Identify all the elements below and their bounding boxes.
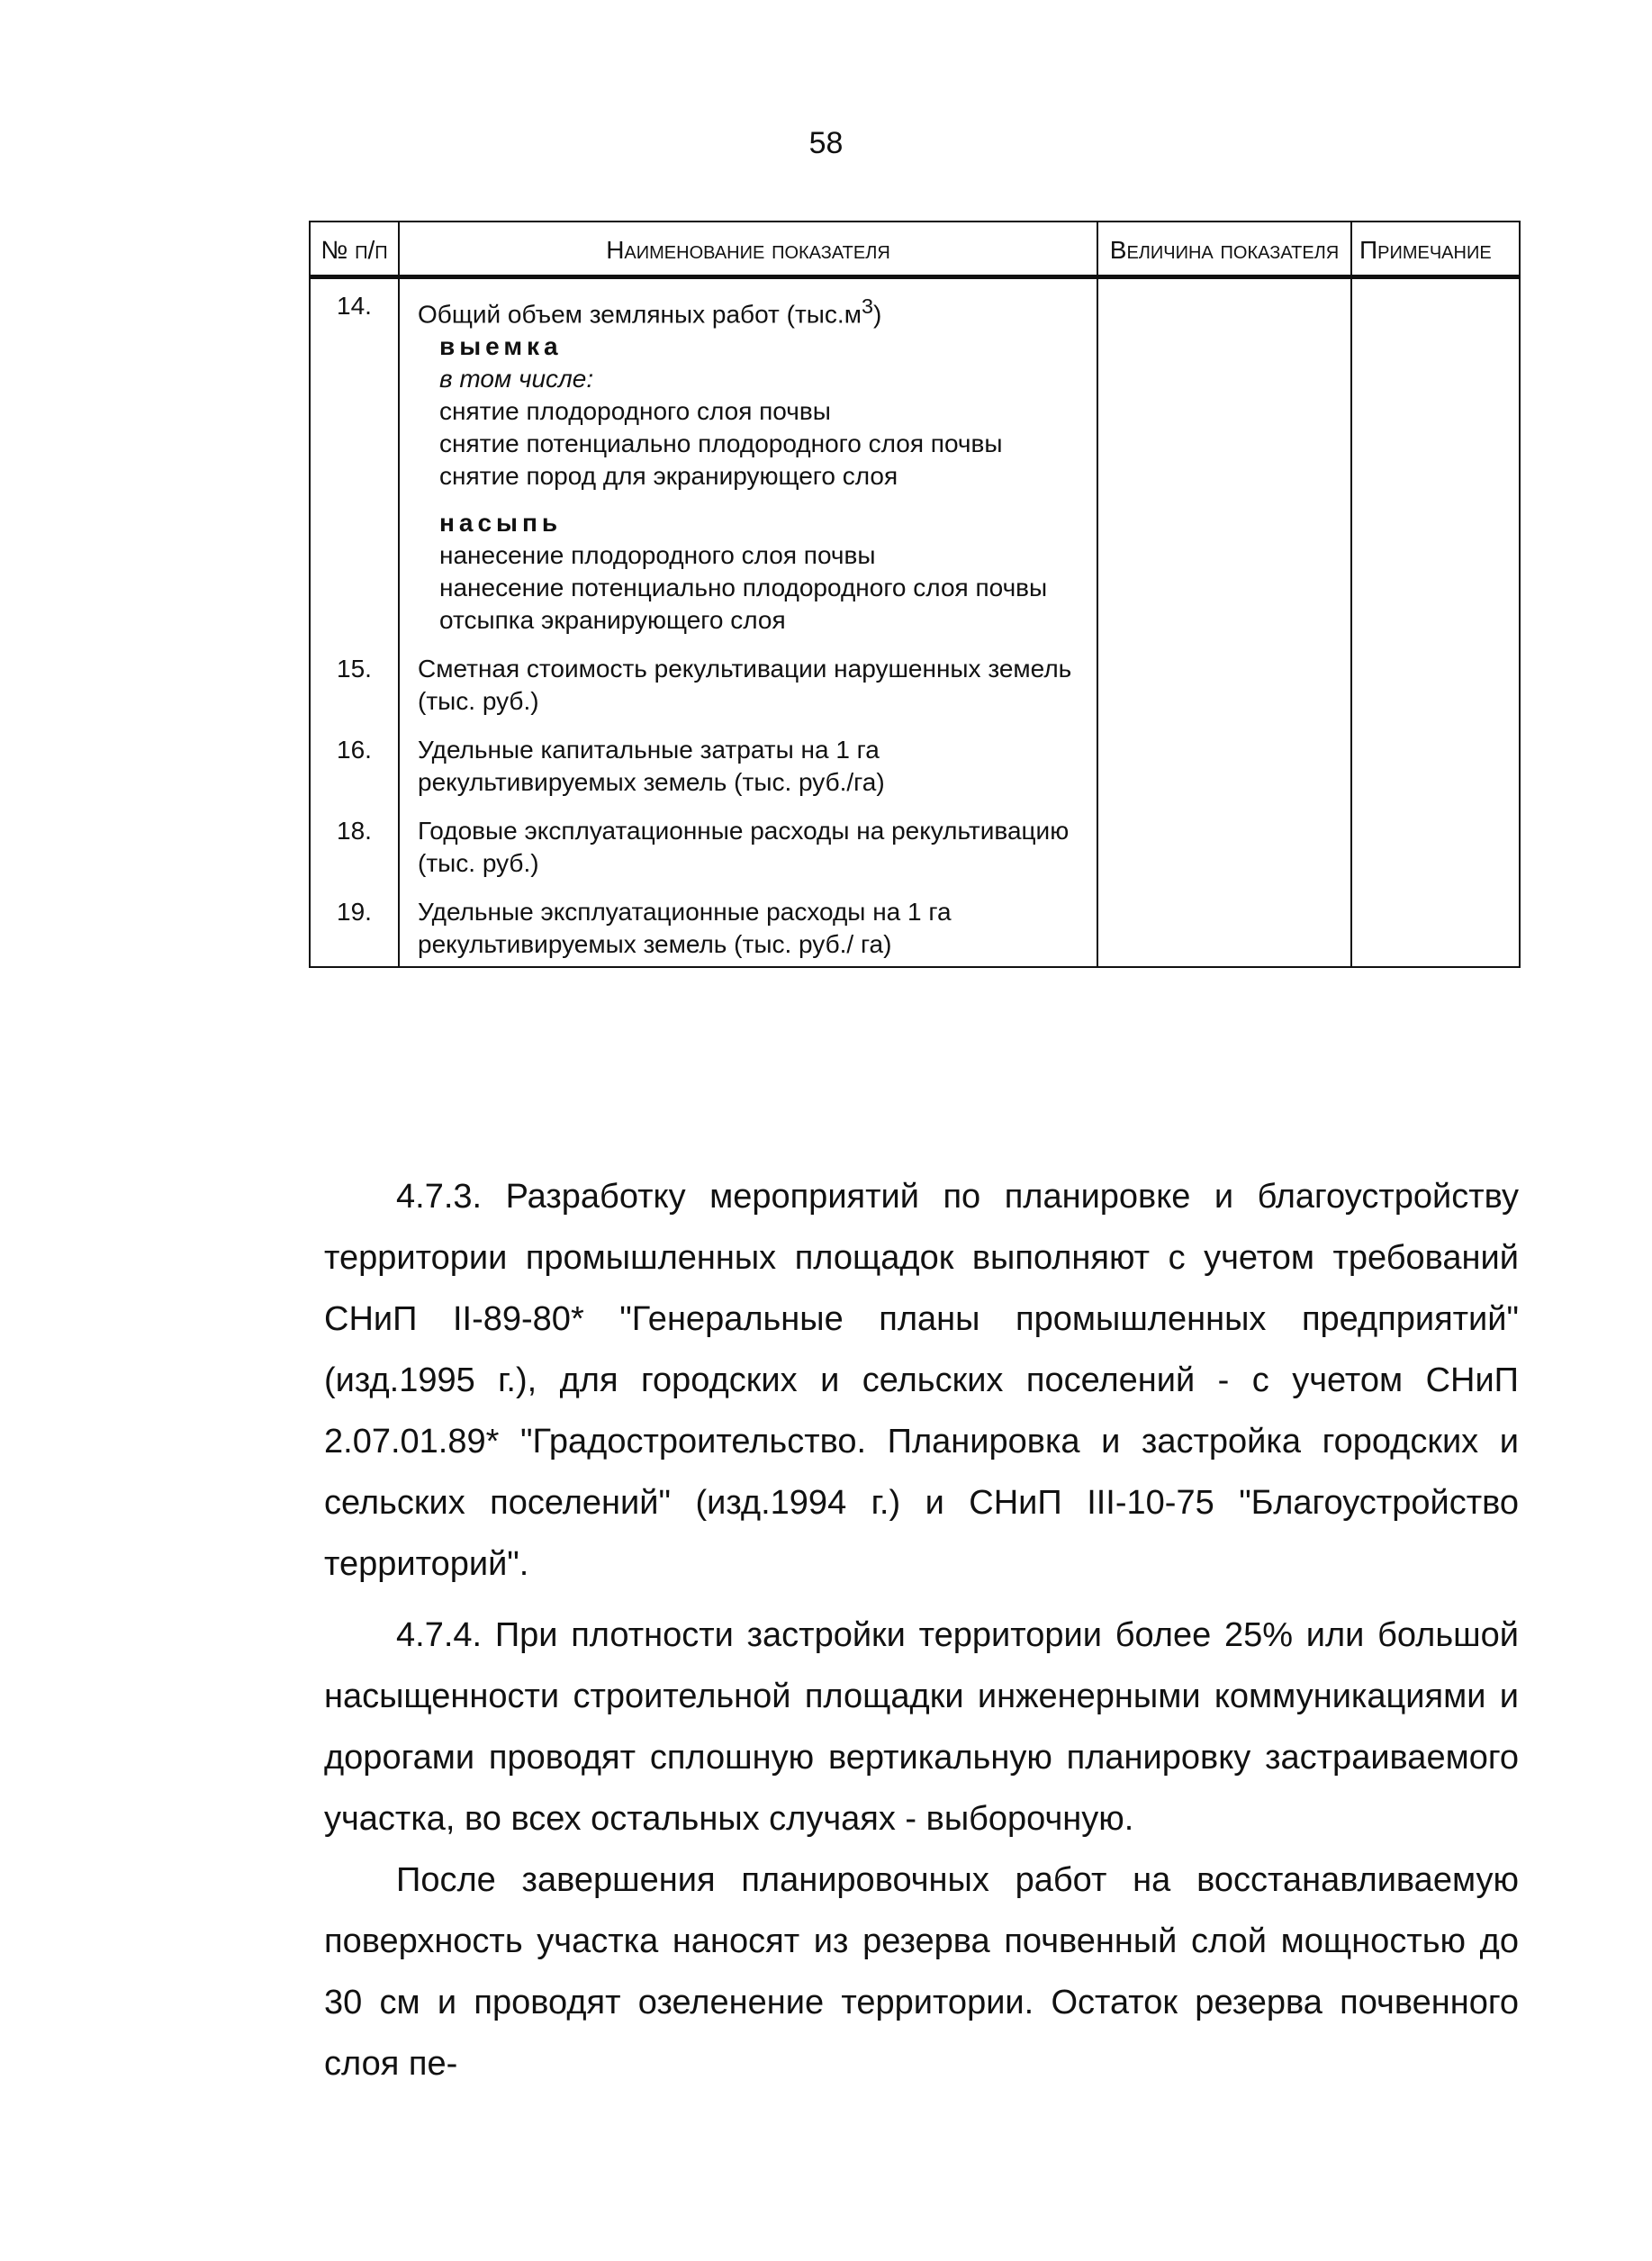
list-item: снятие плодородного слоя почвы — [439, 397, 831, 426]
list-item: снятие пород для экранирующего слоя — [439, 462, 898, 491]
list-item: отсыпка экранирующего слоя — [439, 606, 786, 635]
row-name: Годовые эксплуатационные расходы на рекультивацию (тыс. руб.) — [399, 804, 1097, 885]
row-num: 16. — [310, 723, 399, 804]
paragraph-after-planning: После завершения планировочных работ на восстанавливаемую поверхность участка наносят из резерва почвенный слой мощностью до 30 см и проводят озеленение территории. Остаток резерва почвенного слоя пе- — [324, 1861, 1519, 2083]
row-note — [1351, 804, 1520, 885]
row-value — [1097, 723, 1351, 804]
row-num: 18. — [310, 804, 399, 885]
row-title: Общий объем земляных работ $(тыс.м^3)$ — [418, 294, 882, 329]
fill-heading: насыпь — [439, 509, 563, 538]
paragraph-4-7-3: 4.7.3. Разработку мероприятий по планировке и благоустройству территории промышленных площадок выполняют с учетом требований СНиП II-89-80* "Генеральные планы промышленных предприятий" (изд.1995 г.), для городских и сельских поселений - с учетом СНиП 2.07.01.89* "Градостроительство. Планировка и застройка городских и сельских поселений" (изд.1994 г.) и СНиП III-10-75 "Благоустройство территорий". — [324, 1178, 1519, 1583]
row-note — [1351, 723, 1520, 804]
row-note — [1351, 642, 1520, 723]
header-name: Наименование показателя — [399, 222, 1097, 277]
including-label: в том числе: — [439, 365, 594, 393]
header-value: Величина показателя — [1097, 222, 1351, 277]
indicators-table — [309, 221, 1521, 968]
row-num: 19. — [310, 885, 399, 967]
excavation-heading: выемка — [439, 332, 563, 361]
row-name: Сметная стоимость рекультивации нарушенных земель (тыс. руб.) — [399, 642, 1097, 723]
header-note: Примечание — [1351, 222, 1520, 277]
row-value — [1097, 885, 1351, 967]
row-value — [1097, 642, 1351, 723]
row-note — [1351, 885, 1520, 967]
row-value — [1097, 804, 1351, 885]
paragraph-4-7-4: 4.7.4. При плотности застройки территории более 25% или большой насыщенности строительной площадки инженерными коммуникациями и дорогами проводят сплошную вертикальную планировку застраиваемого участка, во всех остальных случаях - выборочную. — [324, 1616, 1519, 1838]
table-row — [310, 804, 1520, 885]
table-header-row — [310, 222, 1520, 277]
table-row — [310, 642, 1520, 723]
list-item: нанесение потенциально плодородного слоя почвы — [439, 574, 1048, 602]
row-value — [1097, 277, 1351, 643]
list-item: снятие потенциально плодородного слоя почвы — [439, 430, 1003, 458]
row-num: 15. — [310, 642, 399, 723]
table-row — [310, 885, 1520, 967]
row-name: Удельные капитальные затраты на 1 га рекультивируемых земель (тыс. руб./га) — [399, 723, 1097, 804]
row-name — [399, 277, 1097, 643]
page-number: 58 — [808, 126, 844, 160]
row-name: Удельные эксплуатационные расходы на 1 га рекультивируемых земель (тыс. руб./ га) — [399, 885, 1097, 967]
list-item: нанесение плодородного слоя почвы — [439, 541, 876, 570]
header-num: № п/п — [310, 222, 399, 277]
row-num: 14. — [310, 277, 399, 643]
table-row — [310, 723, 1520, 804]
row-note — [1351, 277, 1520, 643]
table-row — [310, 277, 1520, 643]
